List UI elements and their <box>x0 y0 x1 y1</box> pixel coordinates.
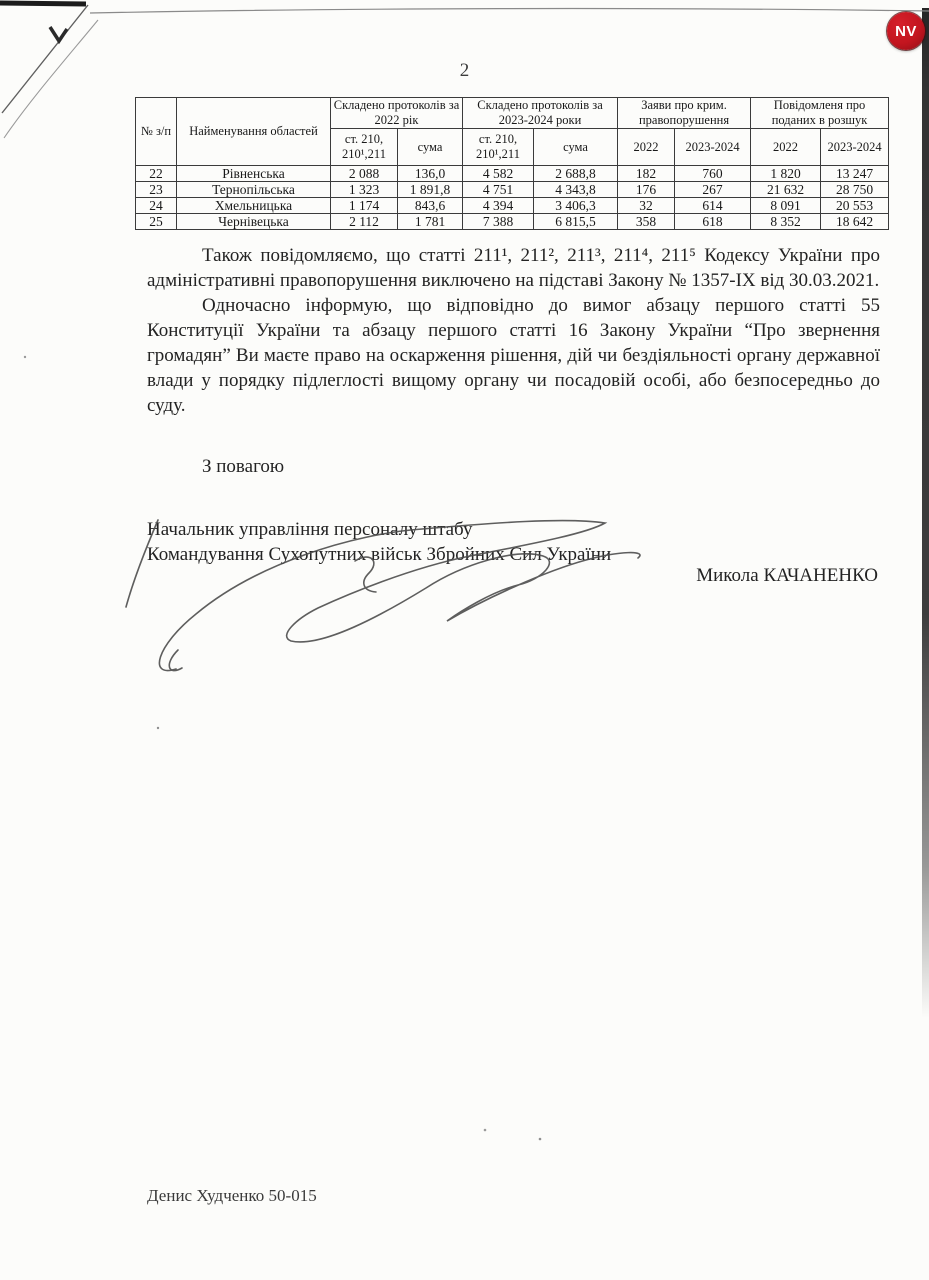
cell-s22: 136,0 <box>398 166 463 182</box>
cell-k23: 614 <box>675 198 751 214</box>
cell-a22: 1 174 <box>331 198 398 214</box>
paragraph-articles-excluded: Також повідомляємо, що статті 211¹, 211², 211³, 211⁴, 211⁵ Кодексу України про адміністративні правопорушення виключено на підставі Закону № 1357-ІХ від 30.03.2021. <box>147 245 880 291</box>
signatory-title <box>147 517 611 567</box>
table-row <box>136 166 889 182</box>
subcol-sum-2022: сума <box>398 129 463 166</box>
body-text <box>147 243 880 418</box>
cell-r23: 18 642 <box>821 214 889 230</box>
signatory-title-line2: Командування Сухопутних військ Збройних Сил України <box>147 544 612 565</box>
signatory-title-line1: Начальник управління персоналу штабу <box>147 519 473 540</box>
cell-a23: 4 751 <box>463 182 534 198</box>
regions-statistics-table <box>135 97 889 230</box>
cell-r23: 28 750 <box>821 182 889 198</box>
col-group-wanted-reports: Повідомленя про поданих в розшук <box>751 98 889 129</box>
cell-s23: 3 406,3 <box>534 198 618 214</box>
cell-r22: 8 352 <box>751 214 821 230</box>
col-header-num: № з/п <box>136 98 177 166</box>
cell-s23: 4 343,8 <box>534 182 618 198</box>
col-header-region: Найменування областей <box>177 98 331 166</box>
cell-num: 22 <box>136 166 177 182</box>
cell-region: Хмельницька <box>177 198 331 214</box>
col-group-criminal-claims: Заяви про крим. правопорушення <box>618 98 751 129</box>
table-row <box>136 214 889 230</box>
paragraph-appeal-rights: Одночасно інформую, що відповідно до вимог абзацу першого статті 55 Конституції України та абзацу першого статті 16 Закону України “Про звернення громадян” Ви маєте право на оскарження рішення, дій чи бездіяльності органу державної влади у порядку підлеглості вищому органу чи посадовій особі, або безпосередньо до суду. <box>147 295 880 416</box>
table-row <box>136 198 889 214</box>
cell-a23: 7 388 <box>463 214 534 230</box>
col-group-protocols-2022: Складено протоколів за 2022 рік <box>331 98 463 129</box>
subcol-crim-2023: 2023-2024 <box>675 129 751 166</box>
cell-s22: 843,6 <box>398 198 463 214</box>
nv-logo-icon <box>887 12 925 50</box>
cell-region: Чернівецька <box>177 214 331 230</box>
cell-a23: 4 394 <box>463 198 534 214</box>
cell-num: 24 <box>136 198 177 214</box>
cell-r22: 21 632 <box>751 182 821 198</box>
cell-k23: 760 <box>675 166 751 182</box>
cell-k22: 358 <box>618 214 675 230</box>
cell-r22: 1 820 <box>751 166 821 182</box>
subcol-wanted-2023: 2023-2024 <box>821 129 889 166</box>
cell-k22: 182 <box>618 166 675 182</box>
cell-region: Тернопільська <box>177 182 331 198</box>
cell-r23: 13 247 <box>821 166 889 182</box>
cell-num: 25 <box>136 214 177 230</box>
cell-k22: 176 <box>618 182 675 198</box>
table-row <box>136 182 889 198</box>
page-edge-shadow <box>922 8 929 1018</box>
cell-k23: 267 <box>675 182 751 198</box>
cell-k23: 618 <box>675 214 751 230</box>
cell-a22: 2 088 <box>331 166 398 182</box>
subcol-wanted-2022: 2022 <box>751 129 821 166</box>
subcol-crim-2022: 2022 <box>618 129 675 166</box>
subcol-article-2023: ст. 210, 210¹,211 <box>463 129 534 166</box>
page-number: 2 <box>459 60 470 81</box>
cell-a22: 1 323 <box>331 182 398 198</box>
cell-s23: 2 688,8 <box>534 166 618 182</box>
subcol-article-2022: ст. 210, 210¹,211 <box>331 129 398 166</box>
cell-s22: 1 781 <box>398 214 463 230</box>
cell-k22: 32 <box>618 198 675 214</box>
cell-r22: 8 091 <box>751 198 821 214</box>
closing-salutation: З повагою <box>202 456 285 477</box>
cell-region: Рівненська <box>177 166 331 182</box>
contact-reference: Денис Худченко 50-015 <box>147 1186 317 1205</box>
cell-r23: 20 553 <box>821 198 889 214</box>
signatory-name: Микола КАЧАНЕНКО <box>696 565 878 586</box>
cell-a22: 2 112 <box>331 214 398 230</box>
cell-s23: 6 815,5 <box>534 214 618 230</box>
subcol-sum-2023: сума <box>534 129 618 166</box>
cell-s22: 1 891,8 <box>398 182 463 198</box>
col-group-protocols-2023-2024: Складено протоколів за 2023-2024 роки <box>463 98 618 129</box>
nv-logo-text: NV <box>895 22 917 40</box>
cell-a23: 4 582 <box>463 166 534 182</box>
cell-num: 23 <box>136 182 177 198</box>
